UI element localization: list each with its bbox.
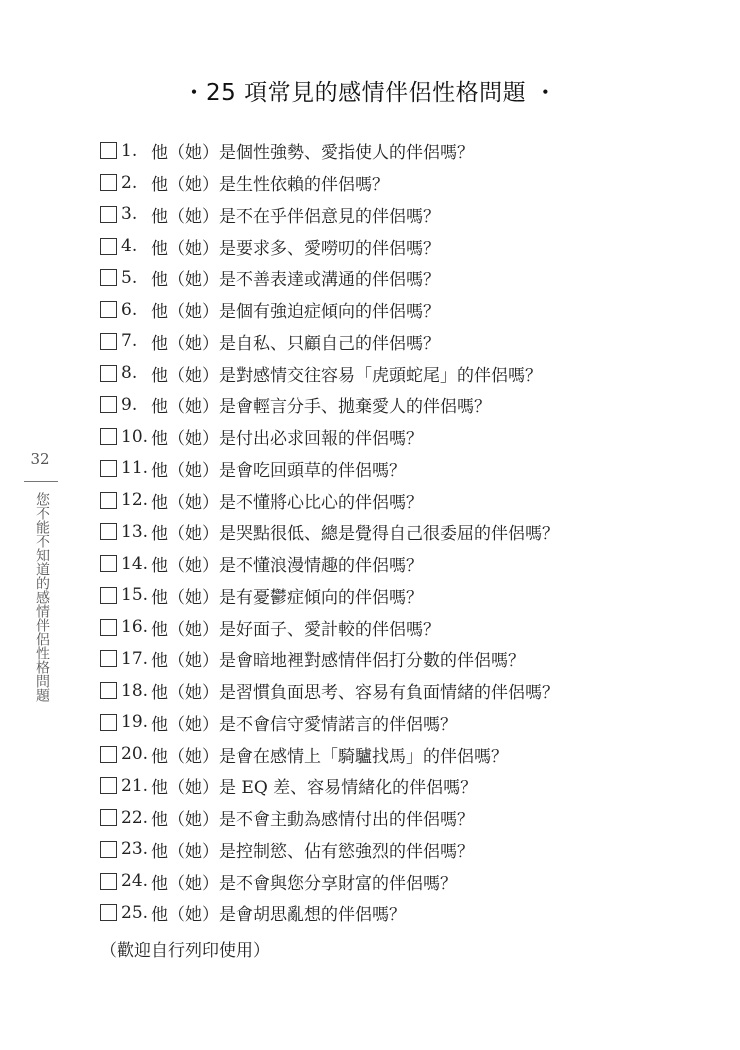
item-text: 他（她）是哭點很低、總是覺得自己很委屈的伴侶嗎？ <box>151 524 559 545</box>
item-text: 他（她）是付出必求回報的伴侶嗎？ <box>151 429 423 450</box>
item-text: 他（她）是要求多、愛嘮叨的伴侶嗎？ <box>151 238 440 259</box>
checkbox[interactable] <box>100 206 117 223</box>
item-number: 18. <box>121 680 149 701</box>
item-number: 13. <box>121 521 149 542</box>
item-number: 7. <box>121 331 138 352</box>
checklist-item <box>100 707 559 739</box>
checkbox[interactable] <box>100 301 117 318</box>
item-number: 5. <box>121 267 138 288</box>
checkbox[interactable] <box>100 460 117 477</box>
item-text: 他（她）是個有強迫症傾向的伴侶嗎？ <box>151 302 440 323</box>
checklist-item <box>100 421 559 453</box>
checklist-item <box>100 135 559 167</box>
item-text: 他（她）是控制慾、佔有慾強烈的伴侶嗎？ <box>151 841 474 862</box>
checkbox[interactable] <box>100 650 117 667</box>
checklist-item <box>100 389 559 421</box>
item-text: 他（她）是 EQ 差、容易情緒化的伴侶嗎？ <box>151 778 478 799</box>
running-title: 您不能不知道的感情伴侶性格問題 <box>34 492 50 702</box>
checkbox[interactable] <box>100 428 117 445</box>
item-text: 他（她）是會胡思亂想的伴侶嗎？ <box>151 905 406 926</box>
item-number: 15. <box>121 585 149 606</box>
checklist-item <box>100 802 559 834</box>
item-text: 他（她）是不在乎伴侶意見的伴侶嗎？ <box>151 206 440 227</box>
checklist-item <box>100 326 559 358</box>
item-number: 12. <box>121 490 149 511</box>
item-number: 4. <box>121 236 138 257</box>
checkbox[interactable] <box>100 777 117 794</box>
item-text: 他（她）是個性強勢、愛指使人的伴侶嗎？ <box>151 143 474 164</box>
checkbox[interactable] <box>100 682 117 699</box>
checkbox[interactable] <box>100 904 117 921</box>
item-number: 24. <box>121 871 149 892</box>
checklist-item <box>100 167 559 199</box>
item-text: 他（她）是不懂浪漫情趣的伴侶嗎？ <box>151 556 423 577</box>
item-text: 他（她）是不會與您分享財富的伴侶嗎？ <box>151 873 457 894</box>
checkbox[interactable] <box>100 523 117 540</box>
checkbox[interactable] <box>100 714 117 731</box>
checklist-item <box>100 548 559 580</box>
item-number: 6. <box>121 299 138 320</box>
print-note: （歡迎自行列印使用） <box>100 941 270 961</box>
checklist-item <box>100 897 559 929</box>
checkbox[interactable] <box>100 238 117 255</box>
checkbox[interactable] <box>100 873 117 890</box>
page-title: ・25 項常見的感情伴侶性格問題 ・ <box>182 80 558 106</box>
item-number: 25. <box>121 902 149 923</box>
item-number: 2. <box>121 172 138 193</box>
item-number: 14. <box>121 553 149 574</box>
checkbox[interactable] <box>100 365 117 382</box>
checklist-item <box>100 453 559 485</box>
checklist <box>100 135 559 929</box>
checkbox[interactable] <box>100 492 117 509</box>
checkbox[interactable] <box>100 396 117 413</box>
checklist-item <box>100 294 559 326</box>
item-text: 他（她）是對感情交往容易「虎頭蛇尾」的伴侶嗎？ <box>151 365 542 386</box>
item-text: 他（她）是有憂鬱症傾向的伴侶嗎？ <box>151 587 423 608</box>
item-number: 9. <box>121 394 138 415</box>
item-number: 20. <box>121 744 149 765</box>
item-text: 他（她）是不懂將心比心的伴侶嗎？ <box>151 492 423 513</box>
item-text: 他（她）是好面子、愛計較的伴侶嗎？ <box>151 619 440 640</box>
checkbox[interactable] <box>100 746 117 763</box>
item-text: 他（她）是會在感情上「騎驢找馬」的伴侶嗎？ <box>151 746 508 767</box>
item-number: 8. <box>121 363 138 384</box>
checklist-item <box>100 643 559 675</box>
item-number: 22. <box>121 807 149 828</box>
item-number: 19. <box>121 712 149 733</box>
checkbox[interactable] <box>100 841 117 858</box>
item-number: 17. <box>121 648 149 669</box>
checklist-item <box>100 580 559 612</box>
item-number: 23. <box>121 839 149 860</box>
item-text: 他（她）是會輕言分手、拋棄愛人的伴侶嗎？ <box>151 397 491 418</box>
checklist-item <box>100 611 559 643</box>
checkbox[interactable] <box>100 587 117 604</box>
checkbox[interactable] <box>100 142 117 159</box>
checklist-item <box>100 484 559 516</box>
item-text: 他（她）是習慣負面思考、容易有負面情緒的伴侶嗎？ <box>151 683 559 704</box>
item-text: 他（她）是會吃回頭草的伴侶嗎？ <box>151 460 406 481</box>
item-number: 11. <box>121 458 149 479</box>
checklist-item <box>100 516 559 548</box>
item-number: 16. <box>121 617 149 638</box>
item-text: 他（她）是會暗地裡對感情伴侶打分數的伴侶嗎？ <box>151 651 525 672</box>
divider <box>24 481 58 482</box>
checklist-item <box>100 199 559 231</box>
item-text: 他（她）是不會信守愛情諾言的伴侶嗎？ <box>151 714 457 735</box>
checkbox[interactable] <box>100 555 117 572</box>
checklist-item <box>100 834 559 866</box>
item-text: 他（她）是不善表達或溝通的伴侶嗎？ <box>151 270 440 291</box>
checklist-item <box>100 675 559 707</box>
item-number: 1. <box>121 140 138 161</box>
item-number: 3. <box>121 204 138 225</box>
checklist-item <box>100 262 559 294</box>
checkbox[interactable] <box>100 619 117 636</box>
page-number: 32 <box>30 450 50 468</box>
checkbox[interactable] <box>100 333 117 350</box>
item-text: 他（她）是自私、只顧自己的伴侶嗎？ <box>151 333 440 354</box>
item-text: 他（她）是生性依賴的伴侶嗎？ <box>151 175 389 196</box>
checklist-item <box>100 770 559 802</box>
checkbox[interactable] <box>100 809 117 826</box>
item-number: 21. <box>121 775 149 796</box>
checkbox[interactable] <box>100 174 117 191</box>
checklist-item <box>100 738 559 770</box>
item-text: 他（她）是不會主動為感情付出的伴侶嗎？ <box>151 810 474 831</box>
checkbox[interactable] <box>100 269 117 286</box>
checklist-item <box>100 230 559 262</box>
checklist-item <box>100 865 559 897</box>
item-number: 10. <box>121 426 149 447</box>
checklist-item <box>100 357 559 389</box>
